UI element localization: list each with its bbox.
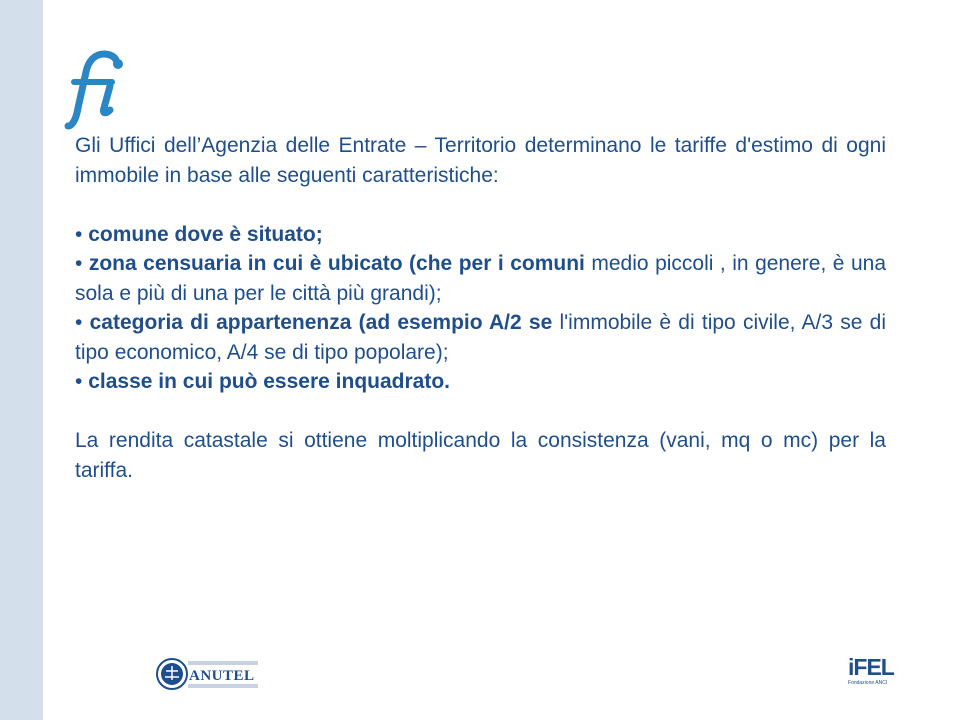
bullet-marker: • (75, 311, 83, 334)
bullet-rest-text: medio piccoli , in genere, è una sola e più di una per le città più grandi); (75, 252, 886, 305)
bullet-item-zona (75, 249, 886, 308)
bullet-marker: • (75, 222, 83, 246)
svg-text:ANUTEL: ANUTEL (189, 668, 255, 684)
bullet-bold-text: zona censuaria in cui è ubicato (che per i comuni (88, 252, 585, 275)
bullet-rest-text: l'immobile è di tipo civile, A/3 se di tipo economico, A/4 se di tipo popolare); (75, 311, 887, 364)
intro-paragraph: Gli Uffici dell’Agenzia delle Entrate – Territorio determinano le tariffe d'estimo di ogni immobile in base alle seguenti caratteristiche: (75, 134, 886, 187)
closing-paragraph: La rendita catastale si ottiene moltiplicando la consistenza (vani, mq o mc) per la tariffa. (75, 429, 886, 482)
bullet-bold-text: comune dove è situato; (88, 222, 323, 246)
ifel-logo (848, 654, 894, 695)
bullet-item-classe (75, 367, 886, 397)
bullet-marker: • (75, 370, 83, 393)
bullet-marker: • (75, 252, 83, 275)
left-sidebar-band (0, 0, 43, 720)
bullet-bold-text: categoria di appartenenza (ad esempio A/2 se (89, 311, 553, 334)
ifel-logo-text: iFEL (848, 654, 894, 680)
ifel-logo-subtext: Fondazione ANCI (848, 680, 888, 686)
bullet-bold-text: classe in cui può essere inquadrato. (88, 370, 450, 393)
anutel-logo-icon (155, 653, 260, 695)
bullet-item-categoria (75, 308, 886, 367)
main-text (75, 131, 886, 485)
bullet-item-comune (75, 220, 886, 250)
fi-logo-icon (60, 42, 130, 132)
